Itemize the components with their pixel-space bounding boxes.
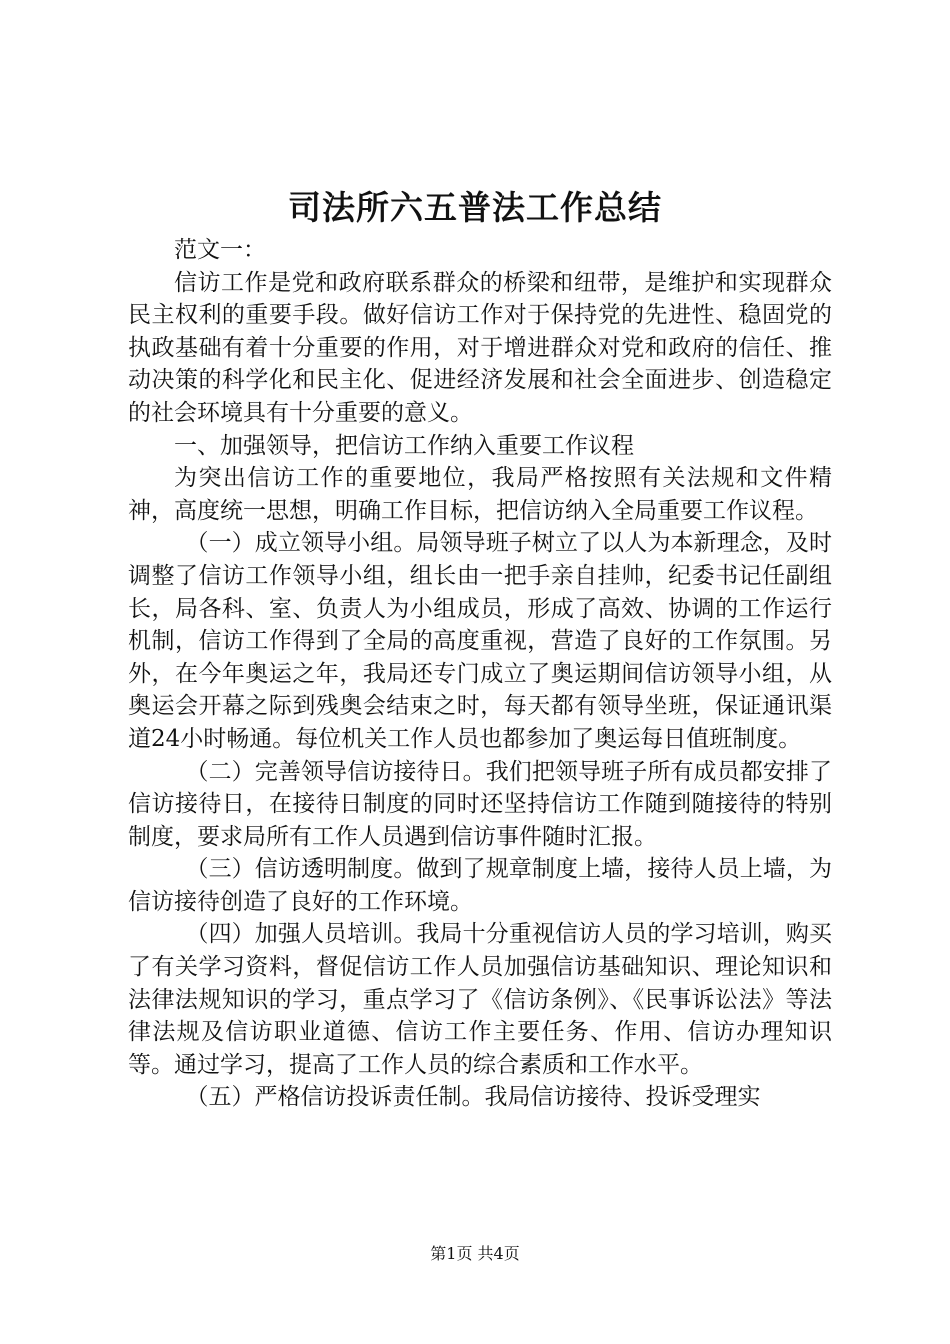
paragraph-section-intro: 为突出信访工作的重要地位，我局严格按照有关法规和文件精神，高度统一思想，明确工作目标，把信访纳入全局重要工作议程。 bbox=[128, 465, 832, 524]
paragraph-item-2: （二）完善领导信访接待日。我们把领导班子所有成员都安排了信访接待日，在接待日制度的同时还坚持信访工作随到随接待的特别制度，要求局所有工作人员遇到信访事件随时汇报。 bbox=[128, 758, 832, 850]
paragraph-item-4: （四）加强人员培训。我局十分重视信访人员的学习培训，购买了有关学习资料，督促信访工作人员加强信访基础知识、理论知识和法律法规知识的学习，重点学习了《信访条例》、《民事诉讼法》等法律法规及信访职业道德、信访工作主要任务、作用、信访办理知识等。通过学习，提高了工作人员的综合素质和工作水平。 bbox=[128, 921, 832, 1078]
paragraph-item-5: （五）严格信访投诉责任制。我局信访接待、投诉受理实 bbox=[185, 1084, 761, 1111]
paragraph-item-3: （三）信访透明制度。做到了规章制度上墙，接待人员上墙，为信访接待创造了良好的工作环境。 bbox=[128, 856, 832, 915]
paragraph-heading-sample: 范文一： bbox=[174, 237, 266, 263]
paragraph-section-heading: 一、加强领导，把信访工作纳入重要工作议程 bbox=[174, 432, 634, 459]
paragraph-item-1: （一）成立领导小组。局领导班子树立了以人为本新理念，及时调整了信访工作领导小组，组长由一把手亲自挂帅，纪委书记任副组长，局各科、室、负责人为小组成员，形成了高效、协调的工作运行机制，信访工作得到了全局的高度重视，营造了良好的工作氛围。另外，在今年奥运之年，我局还专门成立了奥运期间信访领导小组，从奥运会开幕之际到残奥会结束之时，每天都有领导坐班，保证通讯渠道24小时畅通。每位机关工作人员也都参加了奥运每日值班制度。 bbox=[128, 530, 832, 752]
paragraph-intro: 信访工作是党和政府联系群众的桥梁和纽带，是维护和实现群众民主权利的重要手段。做好信访工作对于保持党的先进性、稳固党的执政基础有着十分重要的作用，对于增进群众对党和政府的信任、推动决策的科学化和民主化、促进经济发展和社会全面进步、创造稳定的社会环境具有十分重要的意义。 bbox=[128, 269, 832, 426]
document-body bbox=[128, 234, 832, 1114]
page-number-footer: 第1页 共4页 bbox=[430, 1244, 520, 1263]
document-title: 司法所六五普法工作总结 bbox=[288, 188, 662, 227]
